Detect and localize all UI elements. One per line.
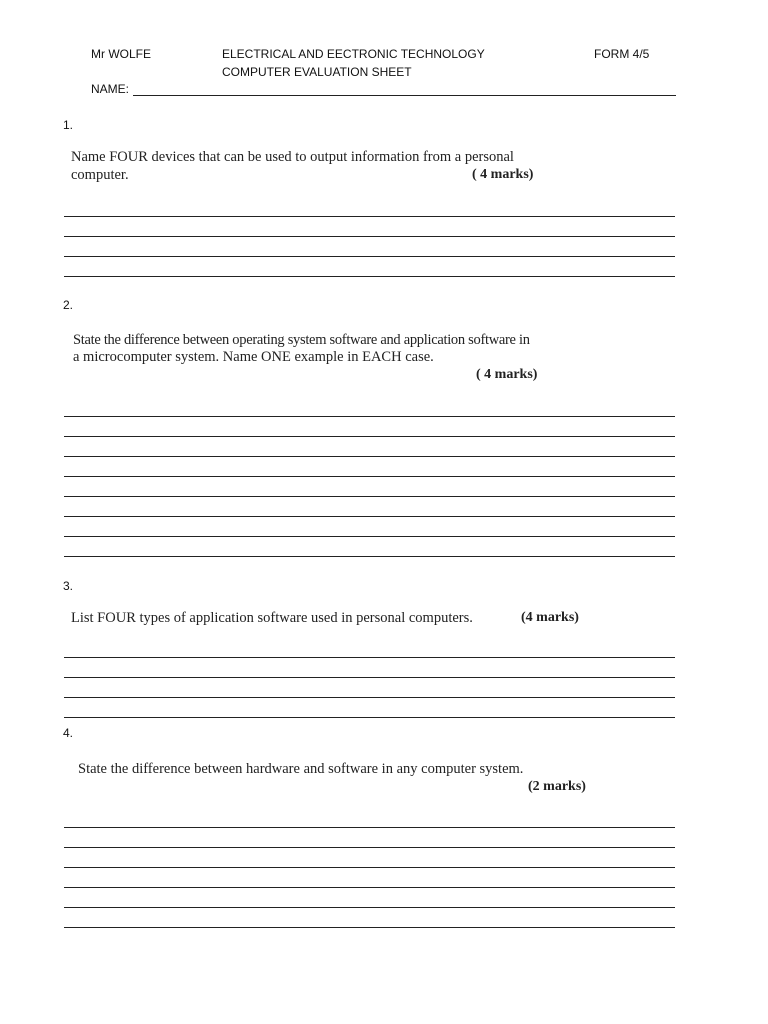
name-answer-line[interactable]: [133, 95, 676, 96]
question-1-text-line-2: computer.: [71, 167, 129, 183]
question-4-text-line-1: State the difference between hardware and software in any computer system.: [78, 761, 524, 777]
question-3-number: 3.: [63, 579, 74, 593]
answer-line[interactable]: [64, 256, 675, 257]
question-1-text-line-1: Name FOUR devices that can be used to output information from a personal: [71, 149, 514, 165]
answer-line[interactable]: [64, 416, 675, 417]
question-4-number: 4.: [63, 726, 74, 740]
answer-line[interactable]: [64, 516, 675, 517]
sheet-title: COMPUTER EVALUATION SHEET: [222, 65, 412, 79]
teacher-name: Mr WOLFE: [91, 47, 151, 61]
question-2-text-line-2: a microcomputer system. Name ONE example in EACH case.: [73, 349, 434, 365]
question-3-text-line-1: List FOUR types of application software used in personal computers.: [71, 610, 473, 626]
answer-line[interactable]: [64, 536, 675, 537]
answer-line[interactable]: [64, 717, 675, 718]
question-2-text-line-1: State the difference between operating system software and application software in: [73, 332, 530, 348]
question-2-marks: ( 4 marks): [476, 367, 538, 382]
answer-line[interactable]: [64, 216, 675, 217]
answer-line[interactable]: [64, 436, 675, 437]
answer-line[interactable]: [64, 476, 675, 477]
answer-line[interactable]: [64, 847, 675, 848]
subject-title: ELECTRICAL AND EECTRONIC TECHNOLOGY: [222, 47, 485, 61]
answer-line[interactable]: [64, 907, 675, 908]
answer-line[interactable]: [64, 867, 675, 868]
question-3-marks: (4 marks): [521, 610, 579, 625]
answer-line[interactable]: [64, 697, 675, 698]
question-2-number: 2.: [63, 298, 74, 312]
answer-line[interactable]: [64, 657, 675, 658]
answer-line[interactable]: [64, 276, 675, 277]
answer-line[interactable]: [64, 496, 675, 497]
name-label: NAME:: [91, 82, 130, 96]
question-4-marks: (2 marks): [528, 779, 586, 794]
answer-line[interactable]: [64, 927, 675, 928]
question-1-number: 1.: [63, 118, 74, 132]
answer-line[interactable]: [64, 456, 675, 457]
answer-line[interactable]: [64, 236, 675, 237]
form-label: FORM 4/5: [594, 47, 650, 61]
question-1-marks: ( 4 marks): [472, 167, 534, 182]
answer-line[interactable]: [64, 556, 675, 557]
answer-line[interactable]: [64, 827, 675, 828]
answer-line[interactable]: [64, 677, 675, 678]
answer-line[interactable]: [64, 887, 675, 888]
